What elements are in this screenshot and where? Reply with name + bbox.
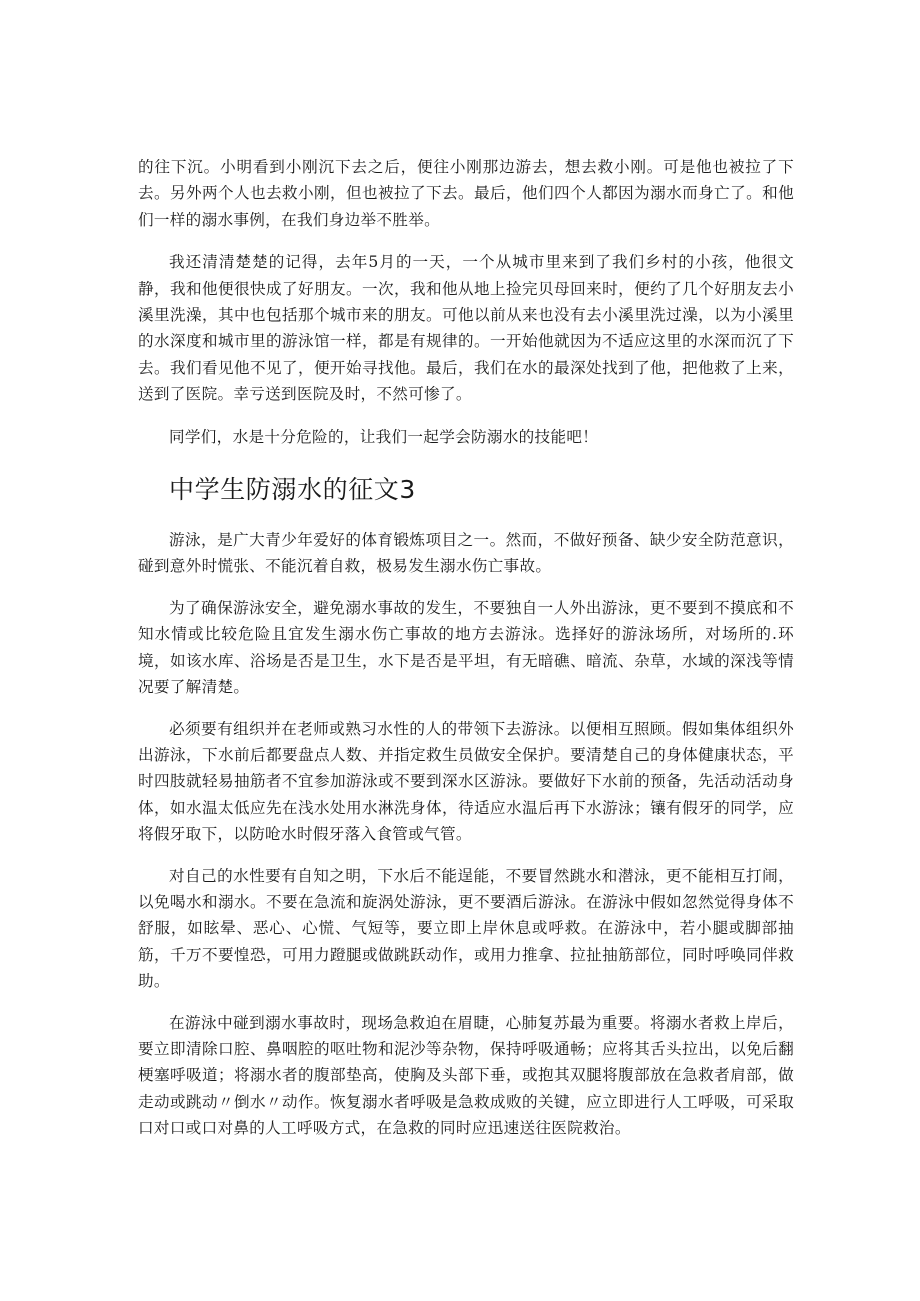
section-heading: 中学生防溺水的征文3 [169, 475, 416, 505]
paragraph-appeal: 同学们，水是十分危险的，让我们一起学会防溺水的技能吧！ [169, 427, 599, 446]
paragraph-intro: 游泳，是广大青少年爱好的体育锻炼项目之一。然而，不做好预备、缺少安全防范意识，碰到意外时慌张、不能沉着自救，极易发生溺水伤亡事故。 [138, 531, 794, 576]
paragraph-self-awareness: 对自己的水性要有自知之明，下水后不能逞能，不要冒然跳水和潜泳，更不能相互打闹，以免喝水和溺水。不要在急流和旋涡处游泳，更不要酒后游泳。在游泳中假如忽然觉得身体不舒服，如眩晕、恶心、心慌、气短等，要立即上岸休息或呼救。在游泳中，若小腿或脚部抽筋，千万不要惶恐，可用力蹬腿或做跳跃动作，或用力推拿、拉扯抽筋部位，同时呼唤同伴救助。 [138, 866, 794, 991]
paragraph-memory: 我还清清楚楚的记得，去年5月的一天，一个从城市里来到了我们乡村的小孩，他很文静，我和他便很快成了好朋友。一次，我和他从地上捡完贝母回来时，便约了几个好朋友去小溪里洗澡，其中也包括那个城市来的朋友。可他以前从来也没有去小溪里洗过澡，以为小溪里的水深度和城市里的游泳馆一样，都是有规律的。一开始他就因为不适应这里的水深而沉了下去。我们看见他不见了，便开始寻找他。最后，我们在水的最深处找到了他，把他救了上来，送到了医院。幸亏送到医院及时，不然可惨了。 [138, 253, 794, 404]
paragraph-organization: 必须要有组织并在老师或熟习水性的人的带领下去游泳。以便相互照顾。假如集体组织外出游泳，下水前后都要盘点人数、并指定救生员做安全保护。要清楚自己的身体健康状态，平时四肢就轻易抽筋者不宜参加游泳或不要到深水区游泳。要做好下水前的预备，先活动活动身体，如水温太低应先在浅水处用水淋洗身体，待适应水温后再下水游泳；镶有假牙的同学，应将假牙取下，以防呛水时假牙落入食管或气管。 [138, 719, 794, 844]
paragraph-safety: 为了确保游泳安全，避免溺水事故的发生，不要独自一人外出游泳，更不要到不摸底和不知水情或比较危险且宜发生溺水伤亡事故的地方去游泳。选择好的游泳场所，对场所的.环境，如该水库、浴场是否是卫生，水下是否是平坦，有无暗礁、暗流、杂草，水域的深浅等情况要了解清楚。 [138, 598, 794, 697]
paragraph-first-aid: 在游泳中碰到溺水事故时，现场急救迫在眉睫，心肺复苏最为重要。将溺水者救上岸后，要立即清除口腔、鼻咽腔的呕吐物和泥沙等杂物，保持呼吸通畅；应将其舌头拉出，以免后翻梗塞呼吸道；将溺水者的腹部垫高，使胸及头部下垂，或抱其双腿将腹部放在急救者肩部，做走动或跳动〃倒水〃动作。恢复溺水者呼吸是急救成败的关键，应立即进行人工呼吸，可采取口对口或口对鼻的人工呼吸方式，在急救的同时应迅速送往医院救治。 [138, 1013, 794, 1138]
paragraph-continued: 的往下沉。小明看到小刚沉下去之后，便往小刚那边游去，想去救小刚。可是他也被拉了下去。另外两个人也去救小刚，但也被拉了下去。最后，他们四个人都因为溺水而身亡了。和他们一样的溺水事例，在我们身边举不胜举。 [138, 158, 794, 229]
document-page [138, 154, 794, 1142]
